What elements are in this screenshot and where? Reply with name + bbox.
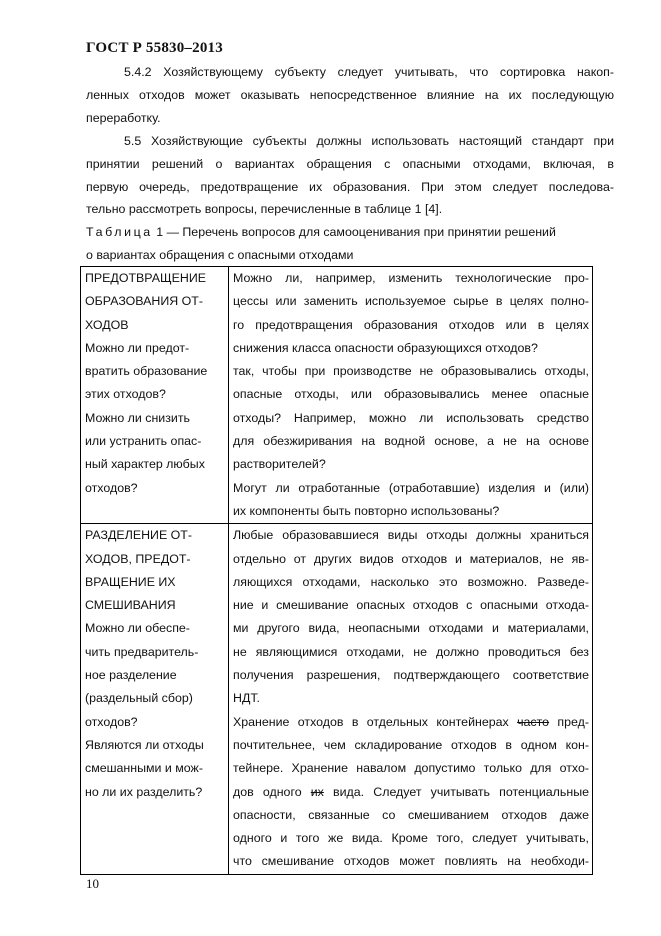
cell-line: (раздельный сбор) bbox=[85, 691, 193, 706]
cell-line: отходы? Например, можно ли использовать средство bbox=[233, 410, 589, 425]
cell-line: Могут ли отработанные (отработавшие) изделия и (или) bbox=[233, 480, 589, 495]
table-row bbox=[81, 267, 593, 524]
cell-line: ВРАЩЕНИЕ ИХ bbox=[85, 574, 176, 589]
cell-line: ПРЕДОТВРАЩЕНИЕ bbox=[85, 271, 206, 285]
text-line: тельно рассмотреть вопросы, перечисленные в таблице 1 [4]. bbox=[86, 202, 443, 217]
question-cell bbox=[81, 267, 229, 524]
cell-line: вратить образование bbox=[85, 364, 208, 379]
cell-line: снижения класса опасности образующихся отходов? bbox=[233, 340, 538, 355]
cell-line: не являющимися отходами, не должно проводиться без bbox=[233, 644, 589, 659]
cell-line: отходов? bbox=[85, 714, 138, 729]
table-caption bbox=[86, 221, 614, 267]
text-line: переработку. bbox=[86, 110, 161, 125]
page-number: 10 bbox=[86, 876, 99, 891]
cell-line: цессы или заменить используемое сырье в целях полно- bbox=[233, 294, 589, 309]
cell-line: для обезжиривания на водной основе, а не на основе bbox=[233, 434, 589, 449]
cell-line: смешанными и мож- bbox=[85, 761, 203, 776]
cell-line bbox=[233, 711, 589, 734]
cell-line: тейнере. Хранение навалом допустимо только для отхо- bbox=[233, 761, 589, 776]
cell-line: ми другого вида, неопасными отходами и материалами, bbox=[233, 621, 589, 636]
caption-line bbox=[86, 221, 614, 244]
caption-line: о вариантах обращения с опасными отходами bbox=[86, 247, 354, 262]
cell-line: Являются ли отходы bbox=[85, 737, 204, 752]
cell-line: почтительнее, чем складирование отходов в одном кон- bbox=[233, 737, 589, 752]
cell-line: ляющихся отходами, насколько это возможно. Разведе- bbox=[233, 574, 589, 589]
caption-label: Таблица bbox=[86, 225, 153, 239]
cell-line: ХОДОВ, ПРЕДОТ- bbox=[85, 551, 191, 566]
text-fragment: вида. Следует учитывать потенциальные bbox=[323, 784, 589, 799]
cell-line: Любые образовавшиеся виды отходы должны храниться bbox=[233, 528, 589, 543]
cell-line: получения разрешения, подтверждающего соответствие bbox=[233, 668, 589, 683]
cell-line: Можно ли предот- bbox=[85, 340, 190, 355]
cell-line: го предотвращения образования отходов или в целях bbox=[233, 317, 589, 332]
cell-line: чить предваритель- bbox=[85, 644, 199, 659]
cell-line: их компоненты быть повторно использованы? bbox=[233, 503, 500, 518]
struck-word: их bbox=[310, 784, 324, 799]
cell-line: опасности, связанные со смешиванием отходов даже bbox=[233, 807, 589, 822]
text-line: принятии решений о вариантах обращения с опасными отходами, включая, в bbox=[86, 156, 614, 171]
cell-line: СМЕШИВАНИЯ bbox=[85, 598, 176, 613]
text-line: ленных отходов может оказывать непосредственное влияние на их последующую bbox=[86, 87, 614, 102]
cell-line: НДТ. bbox=[233, 691, 260, 706]
answer-cell bbox=[229, 267, 593, 524]
cell-line bbox=[233, 781, 589, 804]
standard-code: ГОСТ Р 55830–2013 bbox=[86, 40, 223, 56]
cell-line: Можно ли обеспе- bbox=[85, 621, 190, 636]
cell-line: этих отходов? bbox=[85, 387, 166, 402]
cell-line: ХОДОВ bbox=[85, 317, 129, 332]
text-fragment: пред- bbox=[549, 714, 589, 729]
text-line: 5.5 Хозяйствующие субъекты должны использовать настоящий стандарт при bbox=[124, 134, 614, 148]
cell-line: отдельно от других видов отходов и материалов, не яв- bbox=[233, 551, 589, 566]
question-cell bbox=[81, 524, 229, 874]
cell-line: Можно ли, например, изменить технологические про- bbox=[233, 271, 589, 285]
cell-line: или устранить опас- bbox=[85, 434, 202, 449]
paragraph-5-5 bbox=[86, 130, 614, 221]
cell-line: Можно ли снизить bbox=[85, 410, 190, 425]
text-fragment: Хранение отходов в отдельных контейнерах bbox=[233, 714, 518, 729]
cell-line: но ли их разделить? bbox=[85, 784, 203, 799]
cell-line: ние и смешивание опасных отходов с опасными отхода- bbox=[233, 598, 589, 613]
paragraph-5-4-2 bbox=[86, 61, 614, 129]
cell-line: отходов? bbox=[85, 480, 138, 495]
text-fragment: дов одного bbox=[233, 784, 311, 799]
cell-line: опасные отходы, или образовывались менее опасные bbox=[233, 387, 589, 402]
struck-word: часто bbox=[517, 714, 550, 729]
text-line: 5.4.2 Хозяйствующему субъекту следует учитывать, что сортировка накоп- bbox=[124, 65, 614, 79]
cell-line: что смешивание отходов может повлиять на необходи- bbox=[233, 854, 589, 869]
cell-line: РАЗДЕЛЕНИЕ ОТ- bbox=[85, 528, 192, 543]
cell-line: одного и того же вида. Кроме того, следует учитывать, bbox=[233, 831, 589, 846]
cell-line: ный характер любых bbox=[85, 457, 205, 472]
table-row bbox=[81, 524, 593, 874]
caption-text: 1 — Перечень вопросов для самооценивания при принятии решений bbox=[152, 225, 556, 239]
cell-line: так, чтобы при производстве не образовывались отходы, bbox=[233, 364, 589, 379]
cell-line: растворителей? bbox=[233, 457, 326, 472]
cell-line: ное разделение bbox=[85, 668, 177, 683]
cell-line: ОБРАЗОВАНИЯ ОТ- bbox=[85, 294, 204, 309]
text-line: первую очередь, предотвращение их образования. При этом следует последова- bbox=[86, 179, 614, 194]
self-assessment-table bbox=[80, 266, 593, 875]
answer-cell bbox=[229, 524, 593, 874]
